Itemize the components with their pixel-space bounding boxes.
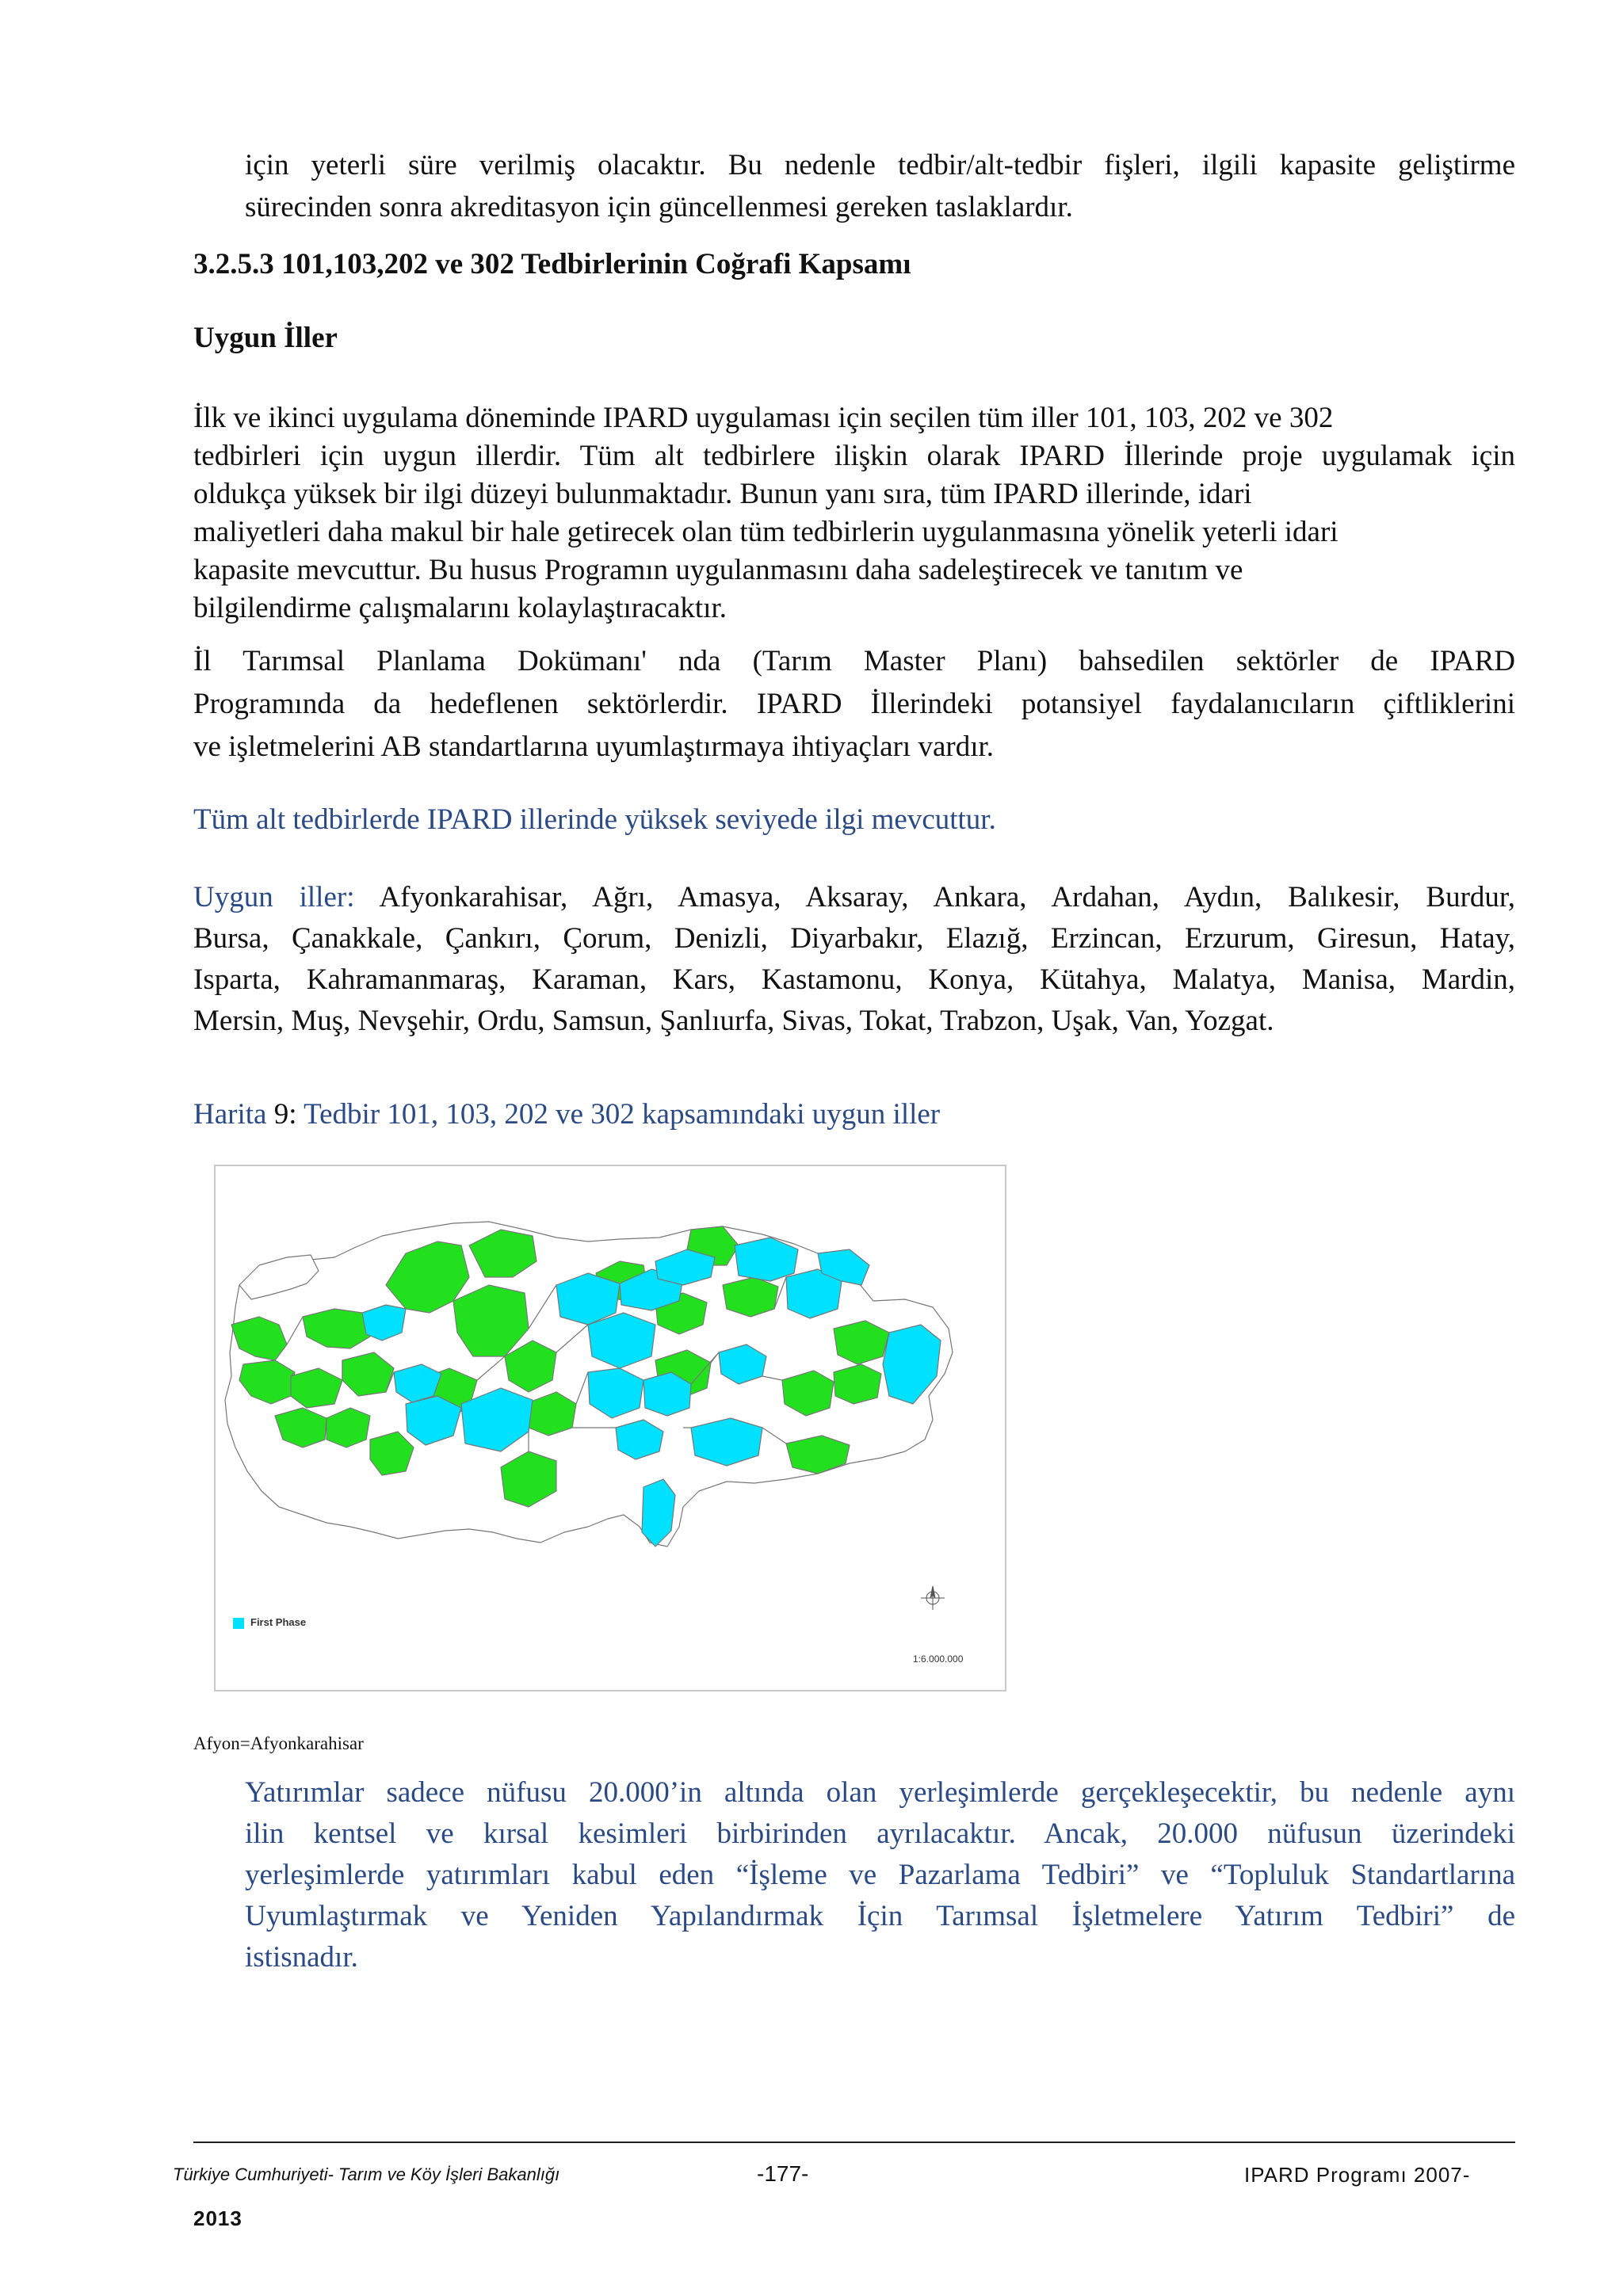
closing-line: Uyumlaştırmak ve Yeniden Yapılandırmak İçin Tarımsal İşletmelere Yatırım Tedbiri” de — [245, 1900, 1515, 1932]
footer-rule — [193, 2142, 1515, 2143]
eligible-line: Isparta, Kahramanmaraş, Karaman, Kars, Kastamonu, Konya, Kütahya, Malatya, Manisa, Mardin, — [193, 963, 1515, 996]
footer-year: 2013 — [193, 2206, 242, 2230]
compass-icon — [921, 1586, 945, 1610]
caption-separator: : — [288, 1098, 297, 1131]
paragraph-line: ve işletmelerini AB standartlarına uyumlaştırmaya ihtiyaçları vardır. — [193, 730, 995, 763]
caption-text: Tedbir 101, 103, 202 ve 302 kapsamındaki uygun iller — [304, 1098, 941, 1131]
footer-program: IPARD Programı 2007- — [1244, 2163, 1471, 2187]
legend-label: First Phase — [250, 1616, 307, 1628]
closing-line: Yatırımlar sadece nüfusu 20.000’in altında olan yerleşimlerde gerçekleşecektir, bu nedenle aynı — [245, 1776, 1515, 1809]
paragraph-line: maliyetleri daha makul bir hale getirecek olan tüm tedbirlerin uygulanmasına yönelik yeterli idari — [193, 516, 1338, 548]
closing-line: ilin kentsel ve kırsal kesimleri birbirinden ayrılacaktır. Ancak, 20.000 nüfusun üzerindeki — [245, 1817, 1515, 1850]
eligible-text: Afyonkarahisar, Ağrı, Amasya, Aksaray, Ankara, Ardahan, Aydın, Balıkesir, Burdur, — [379, 881, 1516, 913]
intro-line: sürecinden sonra akreditasyon için güncellenmesi gereken taslaklardır. — [245, 191, 1073, 223]
map-figure — [214, 1165, 1006, 1691]
highlight-sentence: Tüm alt tedbirlerde IPARD illerinde yüksek seviyede ilgi mevcuttur. — [193, 803, 996, 836]
footer-page-number: -177- — [757, 2161, 809, 2186]
section-heading: 3.2.5.3 101,103,202 ve 302 Tedbirlerinin Coğrafi Kapsamı — [193, 248, 911, 280]
map-province-green — [834, 1364, 881, 1404]
subheading: Uygun İller — [193, 322, 338, 354]
eligible-line: Mersin, Muş, Nevşehir, Ordu, Samsun, Şanlıurfa, Sivas, Tokat, Trabzon, Uşak, Van, Yozgat. — [193, 1005, 1274, 1037]
caption-label: Harita — [193, 1098, 267, 1131]
paragraph-line: oldukça yüksek bir ilgi düzeyi bulunmaktadır. Bunun yanı sıra, tüm IPARD illerinde, idari — [193, 478, 1252, 510]
paragraph-line: İl Tarımsal Planlama Dokümanı' nda (Tarım Master Planı) bahsedilen sektörler de IPARD — [193, 645, 1515, 677]
eligible-label: Uygun iller: — [193, 881, 355, 913]
paragraph-line: bilgilendirme çalışmalarını kolaylaştıracaktır. — [193, 592, 727, 624]
legend-swatch — [233, 1618, 244, 1629]
map-note: Afyon=Afyonkarahisar — [193, 1733, 364, 1753]
caption-number: 9 — [273, 1098, 289, 1131]
closing-line: yerleşimlerde yatırımları kabul eden “İşleme ve Pazarlama Tedbiri” ve “Topluluk Standartlarına — [245, 1859, 1515, 1891]
paragraph-line: Programında da hedeflenen sektörlerdir. IPARD İllerindeki potansiyel faydalanıcıların çiftliklerini — [193, 688, 1515, 720]
paragraph-line: kapasite mevcuttur. Bu husus Programın uygulanmasını daha sadeleştirecek ve tanıtım ve — [193, 554, 1243, 586]
paragraph-line: İlk ve ikinci uygulama döneminde IPARD uygulaması için seçilen tüm iller 101, 103, 202 ve 302 — [193, 402, 1334, 434]
intro-line: için yeterli süre verilmiş olacaktır. Bu nedenle tedbir/alt-tedbir fişleri, ilgili kapasite geliştirme — [245, 149, 1515, 181]
map-caption — [193, 1095, 940, 1134]
closing-line: istisnadır. — [245, 1941, 358, 1974]
eligible-line: Bursa, Çanakkale, Çankırı, Çorum, Denizli, Diyarbakır, Elazığ, Erzincan, Erzurum, Giresun, Hatay, — [193, 922, 1515, 955]
eligible-line — [193, 877, 1515, 918]
turkey-province-map — [216, 1166, 1005, 1690]
scale-label: 1:6.000.000 — [913, 1653, 964, 1665]
footer-ministry: Türkiye Cumhuriyeti- Tarım ve Köy İşleri Bakanlığı — [173, 2164, 560, 2184]
paragraph-line: tedbirleri için uygun illerdir. Tüm alt tedbirlere ilişkin olarak IPARD İllerinde proje uygulamak için — [193, 440, 1515, 472]
